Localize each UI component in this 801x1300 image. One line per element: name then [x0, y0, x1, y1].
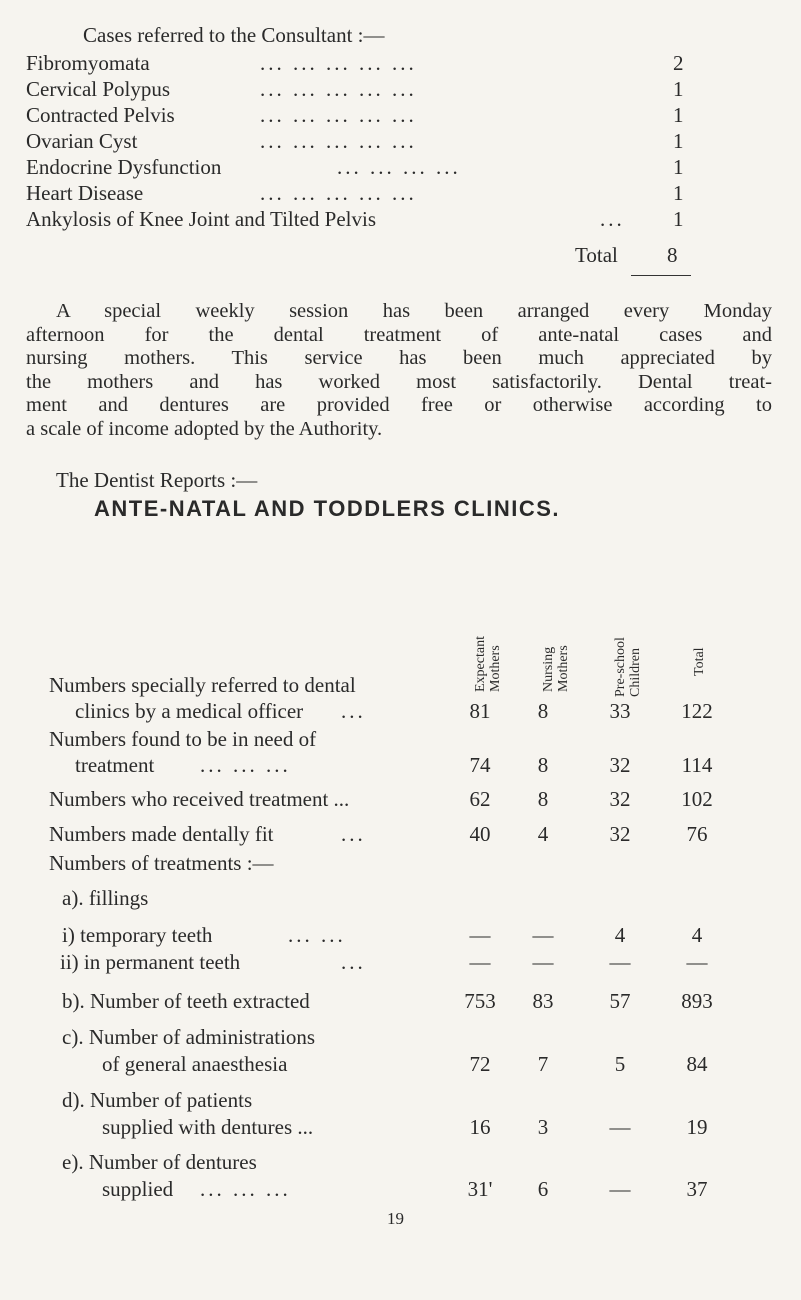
column-header-expectant-mothers: Expectant Mothers	[473, 636, 503, 692]
cell-expectant: 72	[469, 1052, 491, 1076]
row-label: clinics by a medical officer	[75, 699, 304, 723]
cell-nursing: 8	[537, 753, 549, 777]
cell-total: —	[686, 950, 708, 974]
cell-preschool: —	[609, 1177, 631, 1201]
cell-preschool: 57	[609, 989, 631, 1013]
consultant-item-label: Cervical Polypus	[26, 77, 171, 101]
row-label: a). fillings	[62, 886, 149, 910]
consultant-item-label: Ovarian Cyst	[26, 129, 138, 153]
consultant-item-value: 1	[673, 207, 684, 231]
row-label: i) temporary teeth	[62, 923, 213, 947]
consultant-item-label: Contracted Pelvis	[26, 103, 175, 127]
row-label: b). Number of teeth extracted	[62, 989, 310, 1013]
cell-total: 37	[686, 1177, 708, 1201]
row-label: treatment	[75, 753, 155, 777]
cell-expectant: 31'	[467, 1177, 493, 1201]
cell-nursing: 8	[537, 699, 549, 723]
cell-total: 4	[691, 923, 703, 947]
cell-expectant: 74	[469, 753, 491, 777]
cell-expectant: —	[469, 950, 491, 974]
consultant-item-label: Fibromyomata	[26, 51, 150, 75]
cell-expectant: 81	[469, 699, 491, 723]
row-label: Numbers specially referred to dental	[49, 673, 356, 697]
consultant-item-value: 1	[673, 129, 684, 153]
row-label: ii) in permanent teeth	[60, 950, 241, 974]
row-label: supplied with dentures ...	[102, 1115, 314, 1139]
cell-expectant: 40	[469, 822, 491, 846]
cell-preschool: —	[609, 1115, 631, 1139]
cell-preschool: 32	[609, 787, 631, 811]
row-label: c). Number of administrations	[62, 1025, 316, 1049]
cell-nursing: 3	[537, 1115, 549, 1139]
table-title: ANTE-NATAL AND TODDLERS CLINICS.	[94, 496, 560, 521]
paragraph-line: A special weekly session has been arranged every Monday	[56, 300, 772, 322]
consultant-item-label: Heart Disease	[26, 181, 144, 205]
cell-preschool: 32	[609, 753, 631, 777]
cell-total: 114	[681, 753, 713, 777]
total-rule	[631, 275, 691, 276]
row-label: of general anaesthesia	[102, 1052, 288, 1076]
column-header-total: Total	[692, 647, 707, 676]
cell-nursing: 7	[537, 1052, 549, 1076]
cell-nursing: 4	[537, 822, 549, 846]
cell-preschool: 33	[609, 699, 631, 723]
cell-total: 84	[686, 1052, 708, 1076]
column-header-pre-school-children: Pre-school Children	[613, 637, 643, 697]
paragraph-line: afternoon for the dental treatment of ante-natal cases and	[26, 323, 772, 346]
cell-total: 19	[686, 1115, 708, 1139]
row-label: Numbers made dentally fit	[49, 822, 274, 846]
cell-expectant: 16	[469, 1115, 491, 1139]
paragraph-line: a scale of income adopted by the Authority.	[26, 417, 383, 440]
cell-preschool: 32	[609, 822, 631, 846]
dentist-reports-heading: The Dentist Reports :—	[56, 468, 258, 492]
consultant-item-label: Endocrine Dysfunction	[26, 155, 222, 179]
cell-expectant: 753	[464, 989, 496, 1013]
cell-total: 102	[681, 787, 713, 811]
consultant-item-value: 2	[673, 51, 684, 75]
cell-expectant: —	[469, 923, 491, 947]
consultant-item-label: Ankylosis of Knee Joint and Tilted Pelvis	[26, 207, 377, 231]
row-label: Numbers found to be in need of	[49, 727, 317, 751]
consultant-item-value: 1	[673, 155, 684, 179]
consultant-heading: Cases referred to the Consultant :—	[83, 23, 385, 47]
consultant-total-value: 8	[667, 243, 678, 267]
dental-session-paragraph	[26, 300, 772, 441]
cell-total: 122	[681, 699, 713, 723]
cell-total: 893	[681, 989, 713, 1013]
row-label: Numbers of treatments :—	[49, 851, 274, 875]
cell-nursing: 83	[532, 989, 554, 1013]
row-label: d). Number of patients	[62, 1088, 253, 1112]
paragraph-line: ment and dentures are provided free or otherwise according to	[26, 394, 772, 416]
cell-total: 76	[686, 822, 708, 846]
row-label: supplied	[102, 1177, 174, 1201]
cell-preschool: 4	[614, 923, 626, 947]
cell-expectant: 62	[469, 787, 491, 811]
row-label: Numbers who received treatment ...	[49, 787, 350, 811]
cell-preschool: —	[609, 950, 631, 974]
cell-preschool: 5	[614, 1052, 626, 1076]
cell-nursing: —	[532, 923, 554, 947]
consultant-item-value: 1	[673, 181, 684, 205]
consultant-total-label: Total	[575, 243, 618, 267]
paragraph-line: nursing mothers. This service has been much appreciated by	[26, 347, 772, 369]
consultant-item-value: 1	[673, 103, 684, 127]
cell-nursing: 8	[537, 787, 549, 811]
column-header-nursing-mothers: Nursing Mothers	[541, 645, 571, 692]
consultant-item-value: 1	[673, 77, 684, 101]
page-number: 19	[387, 1209, 404, 1228]
row-label: e). Number of dentures	[62, 1150, 257, 1174]
cell-nursing: —	[532, 950, 554, 974]
paragraph-line: the mothers and has worked most satisfactorily. Dental treat-	[26, 370, 772, 393]
cell-nursing: 6	[537, 1177, 549, 1201]
